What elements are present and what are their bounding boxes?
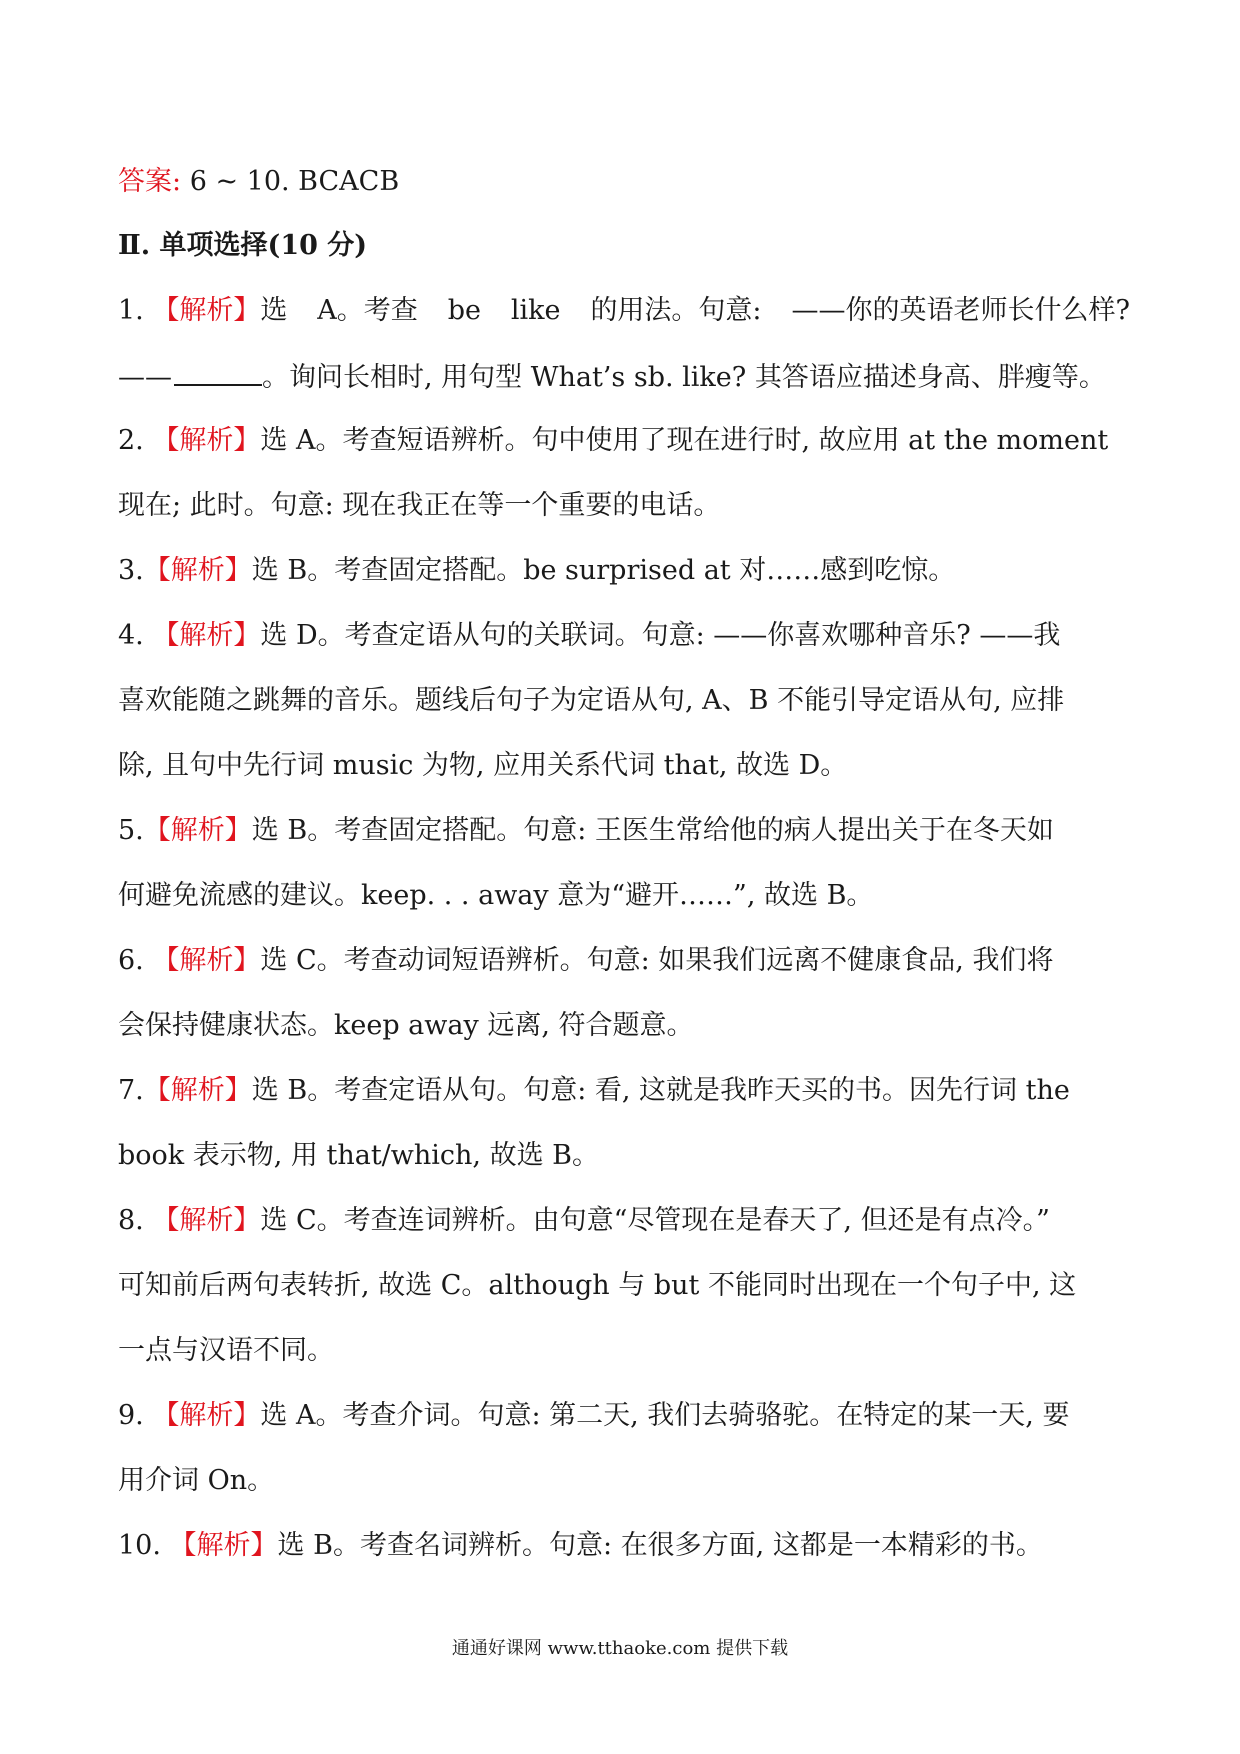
- item-4-line-1: [118, 618, 1130, 654]
- answer-blank: [174, 358, 262, 386]
- word: A。考查: [317, 295, 418, 326]
- word: 的用法。句意:: [590, 295, 762, 326]
- item-2-line-2: 现在; 此时。句意: 现在我正在等一个重要的电话。: [118, 490, 721, 521]
- text: 选 B。考查固定搭配。be surprised at 对……感到吃惊。: [251, 555, 956, 586]
- item-6-line-1: [118, 943, 1130, 979]
- item-5-line-2: 何避免流感的建议。keep. . . away 意为“避开……”, 故选 B。: [118, 880, 874, 911]
- item-8-line-3: 一点与汉语不同。: [118, 1335, 334, 1366]
- item-number: 10.: [118, 1530, 161, 1561]
- analysis-tag: 【解析】: [143, 1075, 252, 1106]
- answer-label: 答案:: [118, 166, 182, 197]
- item-number: 7.: [118, 1075, 144, 1106]
- item-7-line-2: book 表示物, 用 that/which, 故选 B。: [118, 1140, 600, 1171]
- item-number: 4.: [118, 620, 144, 651]
- dash: ——: [118, 362, 172, 393]
- word: like: [510, 295, 561, 326]
- text: 选 B。考查名词辨析。句意: 在很多方面, 这都是一本精彩的书。: [277, 1530, 1043, 1561]
- text: 选 D。考查定语从句的关联词。句意: ——你喜欢哪种音乐? ——我: [260, 620, 1061, 651]
- text: 选 B。考查固定搭配。句意: 王医生常给他的病人提出关于在冬天如: [251, 815, 1054, 846]
- item-1-line-2: [118, 358, 1130, 396]
- analysis-tag: 【解析】: [152, 945, 261, 976]
- analysis-tag: 【解析】: [152, 425, 261, 456]
- item-9-line-1: [118, 1398, 1130, 1434]
- analysis-tag: 【解析】: [152, 1205, 261, 1236]
- answer-line: [118, 164, 1130, 200]
- word: ——你的英语老师长什么样?: [791, 295, 1130, 326]
- text: 选 C。考查连词辨析。由句意“尽管现在是春天了, 但还是有点冷。”: [260, 1205, 1050, 1236]
- item-10-line-1: [118, 1528, 1130, 1564]
- page-footer: 通通好课网 www.tthaoke.com 提供下载: [451, 1638, 789, 1659]
- item-8-line-2: 可知前后两句表转折, 故选 C。although 与 but 不能同时出现在一个句子中, 这: [118, 1270, 1077, 1301]
- analysis-tag: 【解析】: [169, 1530, 278, 1561]
- item-4-line-2: 喜欢能随之跳舞的音乐。题线后句子为定语从句, A、B 不能引导定语从句, 应排: [118, 685, 1065, 716]
- item-number: 3.: [118, 555, 144, 586]
- analysis-tag: 【解析】: [152, 620, 261, 651]
- analysis-tag: 【解析】: [143, 555, 252, 586]
- item-9-line-2: 用介词 On。: [118, 1465, 275, 1496]
- word: be: [447, 295, 481, 326]
- item-6-line-2: 会保持健康状态。keep away 远离, 符合题意。: [118, 1010, 694, 1041]
- item-7-line-1: [118, 1073, 1130, 1109]
- item-4-line-3: 除, 且句中先行词 music 为物, 应用关系代词 that, 故选 D。: [118, 750, 848, 781]
- item-5-line-1: [118, 813, 1130, 849]
- word: 选: [260, 295, 288, 326]
- analysis-tag: 【解析】: [143, 815, 252, 846]
- item-number: 1.: [118, 295, 144, 326]
- analysis-tag: 【解析】: [152, 295, 261, 326]
- text: 选 C。考查动词短语辨析。句意: 如果我们远离不健康食品, 我们将: [260, 945, 1054, 976]
- item-2-line-1: [118, 423, 1130, 459]
- item-1-line-1: [118, 293, 1130, 329]
- text: 。询问长相时, 用句型 What’s sb. like? 其答语应描述身高、胖瘦等。: [262, 362, 1106, 393]
- item-8-line-1: [118, 1203, 1130, 1239]
- item-number: 6.: [118, 945, 144, 976]
- analysis-tag: 【解析】: [152, 1400, 261, 1431]
- item-number: 2.: [118, 425, 144, 456]
- text: 选 A。考查短语辨析。句中使用了现在进行时, 故应用 at the moment: [260, 425, 1109, 456]
- item-3-line-1: [118, 553, 1130, 589]
- text: 选 B。考查定语从句。句意: 看, 这就是我昨天买的书。因先行词 the: [251, 1075, 1070, 1106]
- item-number: 8.: [118, 1205, 144, 1236]
- answer-value: 6 ~ 10. BCACB: [181, 166, 400, 197]
- text: 选 A。考查介词。句意: 第二天, 我们去骑骆驼。在特定的某一天, 要: [260, 1400, 1070, 1431]
- item-number: 9.: [118, 1400, 144, 1431]
- section-title: Ⅱ. 单项选择(10 分): [118, 230, 368, 261]
- item-number: 5.: [118, 815, 144, 846]
